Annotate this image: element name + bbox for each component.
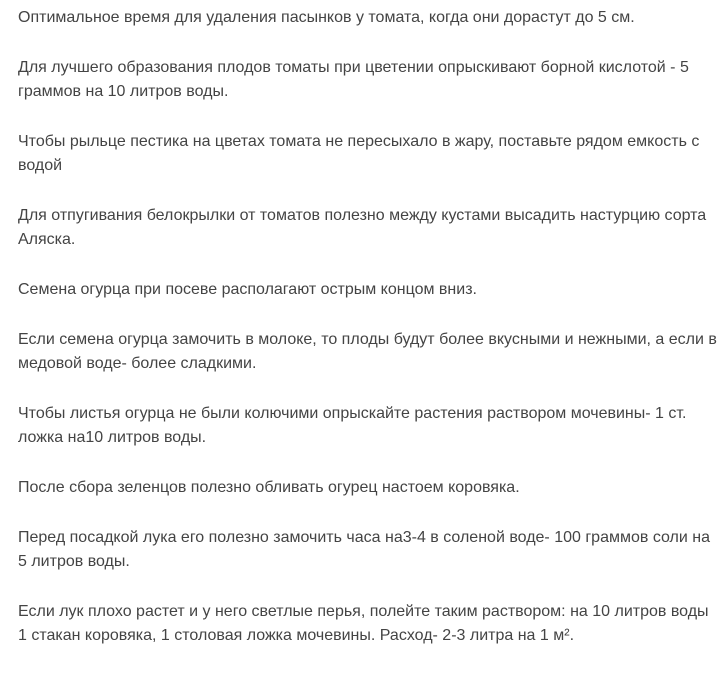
tip-tomato-boric-acid: Для лучшего образования плодов томаты при цветении опрыскивают борной кислотой - 5 граммов на 10 литров воды. [18,59,689,100]
tip-onion-feeding: Если лук плохо растет и у него светлые перья, полейте таким раствором: на 10 литров воды 1 стакан коровяка, 1 столовая ложка мочевины. Расход- 2-3 литра на 1 м². [18,603,709,644]
tip-onion-salt-soak: Перед посадкой лука его полезно замочить часа на3-4 в соленой воде- 100 граммов соли на 5 литров воды. [18,529,710,570]
gardening-tips-article [18,6,718,674]
tip-cucumber-mullein: После сбора зеленцов полезно обливать огурец настоем коровяка. [18,479,520,496]
tip-cucumber-seed-soaking: Если семена огурца замочить в молоке, то плоды будут более вкусными и нежными, а если в медовой воде- более сладкими. [18,331,717,372]
tip-tomato-whitefly-nasturtium: Для отпугивания белокрылки от томатов полезно между кустами высадить настурцию сорта Аляска. [18,207,707,248]
tip-tomato-side-shoots: Оптимальное время для удаления пасынков у томата, когда они дорастут до 5 см. [18,9,635,26]
tip-tomato-water-container: Чтобы рыльце пестика на цветах томата не пересыхало в жару, поставьте рядом емкость с водой [18,133,700,174]
tip-cucumber-urea-spray: Чтобы листья огурца не были колючими опрыскайте растения раствором мочевины- 1 ст. ложка на10 литров воды. [18,405,687,446]
tip-cucumber-seed-orientation: Семена огурца при посеве располагают острым концом вниз. [18,281,477,298]
